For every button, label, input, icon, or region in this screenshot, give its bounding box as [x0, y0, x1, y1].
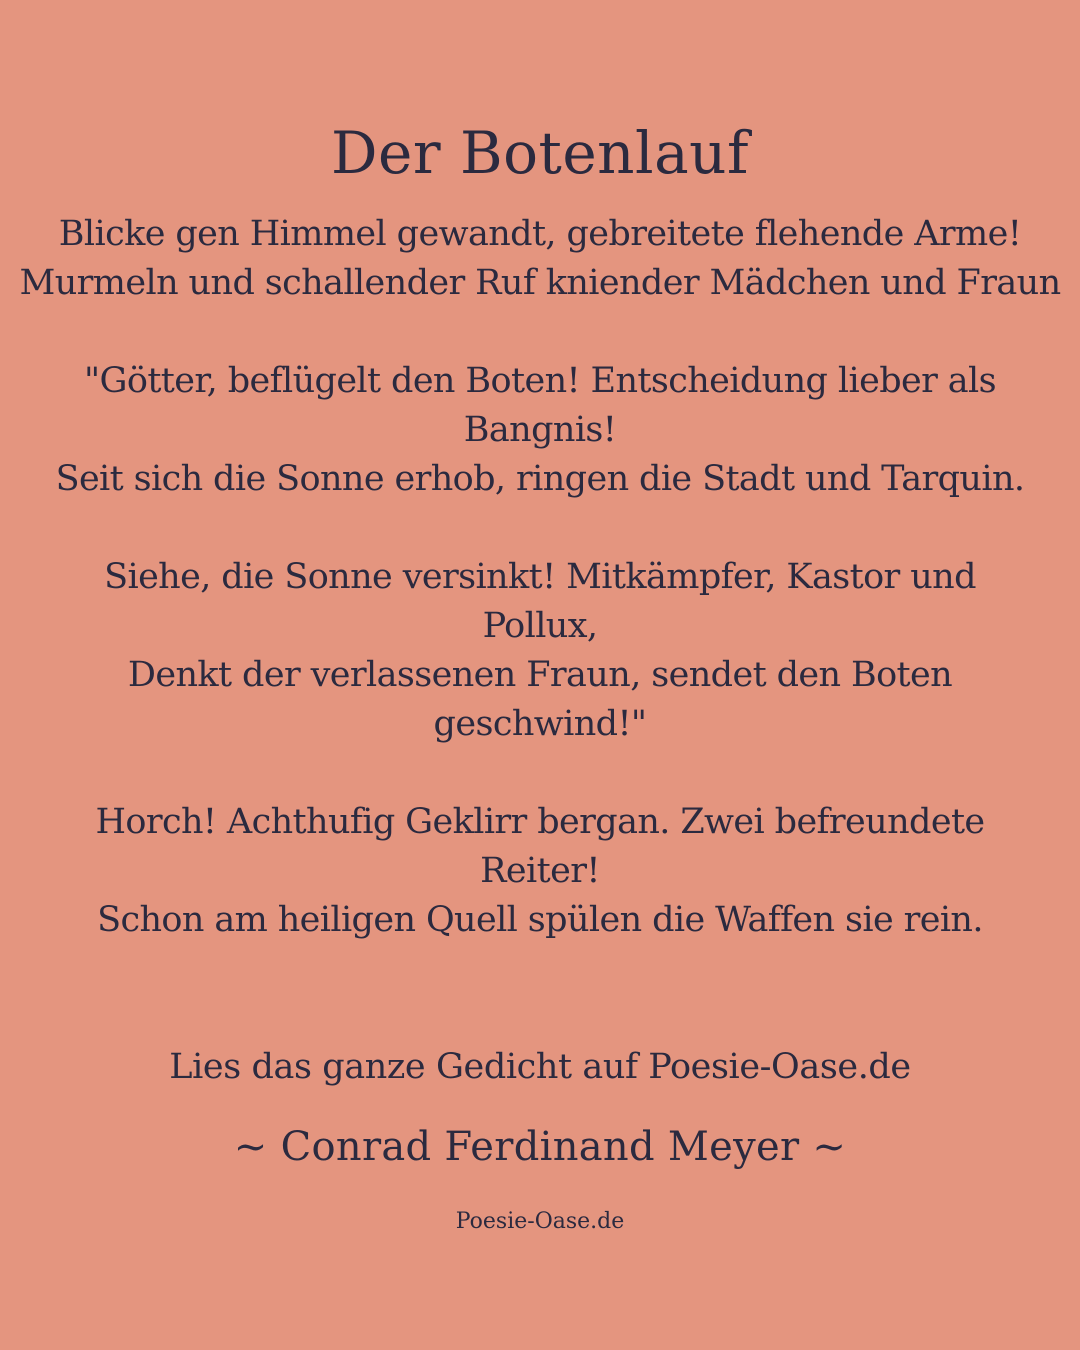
author-name: ~ Conrad Ferdinand Meyer ~	[233, 1124, 847, 1170]
stanza-break	[0, 749, 1080, 798]
poem-line: Horch! Achthufig Geklirr bergan. Zwei befreundete	[95, 802, 985, 842]
poem-line: Seit sich die Sonne erhob, ringen die Stadt und Tarquin.	[55, 459, 1025, 499]
poem-line: Reiter!	[480, 851, 600, 891]
poem-line: geschwind!"	[433, 704, 647, 744]
poem-line: Blicke gen Himmel gewandt, gebreitete flehende Arme!	[58, 214, 1022, 254]
poem-line: Murmeln und schallender Ruf kniender Mädchen und Fraun	[19, 263, 1061, 303]
poem-line: Pollux,	[482, 606, 598, 646]
poem-line: Bangnis!	[463, 410, 617, 450]
poem-line: Siehe, die Sonne versinkt! Mitkämpfer, Kastor und	[104, 557, 976, 597]
poem-line: "Götter, beflügelt den Boten! Entscheidung lieber als	[84, 361, 996, 401]
read-full-poem-text: Lies das ganze Gedicht auf Poesie-Oase.de	[169, 1047, 911, 1087]
poem-title: Der Botenlauf	[331, 119, 749, 187]
poem-line: Schon am heiligen Quell spülen die Waffen sie rein.	[97, 900, 983, 940]
stanza-break	[0, 308, 1080, 357]
site-watermark: Poesie-Oase.de	[455, 1209, 625, 1234]
poem-body	[0, 210, 1080, 945]
stanza-break	[0, 504, 1080, 553]
poem-line: Denkt der verlassenen Fraun, sendet den Boten	[127, 655, 953, 695]
